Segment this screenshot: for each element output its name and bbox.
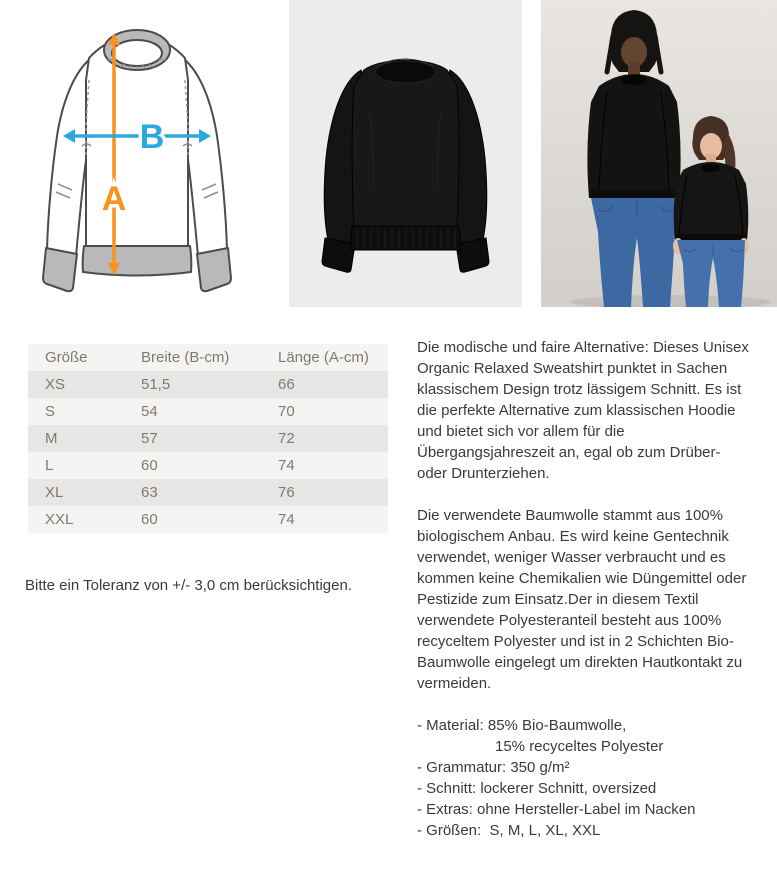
cell-breite: 51,5 [141,376,171,393]
cell-size: S [45,403,56,420]
label-b: B [139,118,165,156]
cell-breite: 60 [141,511,158,528]
cell-breite: 57 [141,430,158,447]
spec-extras: - Extras: ohne Hersteller-Label im Nacken [417,801,696,818]
size-table [28,344,388,533]
table-row-xs [28,371,388,398]
size-diagram-graphic [30,18,244,298]
black-sweatshirt-icon [289,0,522,307]
table-row-m [28,425,388,452]
spec-schnitt: - Schnitt: lockerer Schnitt, oversized [417,780,657,797]
cell-breite: 60 [141,457,158,474]
product-description [417,337,749,841]
cell-size: XL [45,484,64,501]
table-row-s [28,398,388,425]
cell-size: XXL [45,511,74,528]
size-diagram [30,18,244,298]
spec-material-line2: 15% recyceltes Polyester [495,738,664,755]
cell-laenge: 76 [278,484,295,501]
cell-laenge: 74 [278,511,295,528]
description-paragraph-2: Die verwendete Baumwolle stammt aus 100% biologischem Anbau. Es wird keine Gentechnik verwendet, weniger Wasser verbraucht und es kommen keine Chemikalien wie Düngemittel oder Pestizide zum Einsatz.Der in diesem Textil verwendete Polyesteranteil besteht aus 100% recyceltem Polyester und ist in 2 Schichten Bio-Baumwolle eingelegt um direkten Hautkontakt zu vermeiden. [417,507,747,692]
size-table-header-row [28,344,388,371]
description-paragraph-1: Die modische und faire Alternative: Dieses Unisex Organic Relaxed Sweatshirt punktet in Sachen klassischem Design trotz lässigem Schnitt. Es ist die perfekte Alternative zum klassischen Hoodie und bietet sich vor allem für die Übergangsjahreszeit an, egal ob zum Drüber- oder Drunterziehen. [417,339,749,482]
cell-laenge: 74 [278,457,295,474]
spec-groessen: - Größen: S, M, L, XL, XXL [417,822,601,839]
cell-breite: 63 [141,484,158,501]
cell-breite: 54 [141,403,158,420]
spec-grammatur: - Grammatur: 350 g/m² [417,759,570,776]
tolerance-note: Bitte ein Toleranz von +/- 3,0 cm berücksichtigen. [25,577,352,594]
cell-size: M [45,430,58,447]
cell-size: XS [45,376,66,393]
label-a: A [101,180,127,218]
product-photo-models [541,0,777,307]
male-model [587,10,680,307]
col-header-groesse: Größe [45,349,88,366]
cell-laenge: 66 [278,376,295,393]
col-header-breite: Breite (B-cm) [141,349,230,366]
table-row-xxl [28,506,388,533]
cell-size: L [45,457,54,474]
sweatshirt-outline-icon [43,30,231,291]
cell-laenge: 70 [278,403,295,420]
spec-material: - Material: 85% Bio-Baumwolle, [417,717,627,734]
cell-laenge: 72 [278,430,295,447]
product-photo-flat [289,0,522,307]
table-row-xl [28,479,388,506]
table-row-l [28,452,388,479]
spec-list [417,715,749,841]
col-header-laenge: Länge (A-cm) [278,349,369,366]
female-model [673,116,749,307]
models-wearing-sweatshirt-icon [541,0,777,307]
